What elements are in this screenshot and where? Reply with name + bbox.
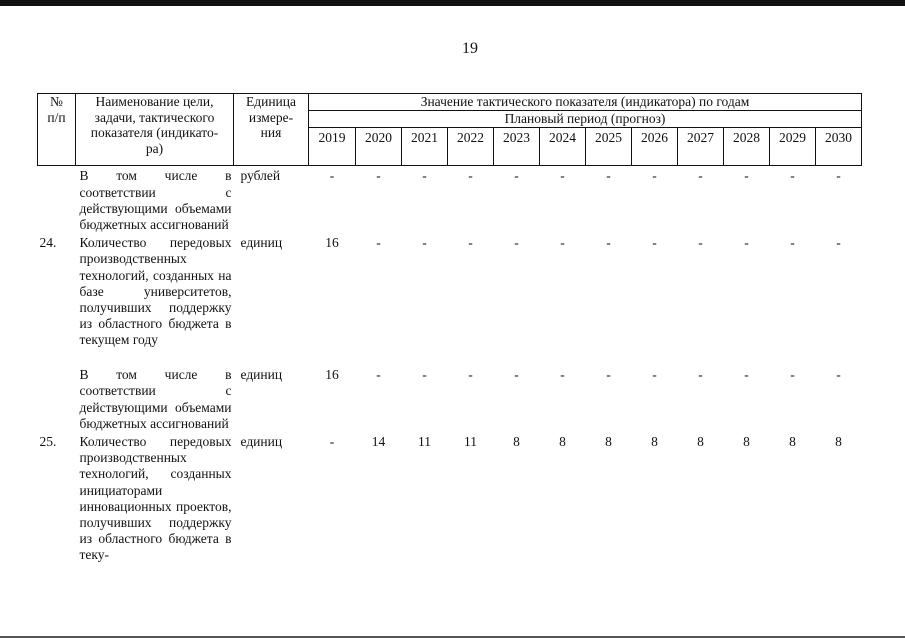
year-value: 8: [743, 434, 750, 450]
header-num-line: п/п: [47, 109, 66, 125]
header-values-title: Значение тактического показателя (индикатора) по годам: [309, 94, 862, 111]
year-value: -: [606, 367, 611, 383]
bottom-border: [0, 636, 905, 638]
year-value: 8: [697, 434, 704, 450]
table-row: [38, 365, 862, 432]
year-value: -: [376, 235, 381, 251]
year-value: -: [329, 434, 335, 450]
header-name-line: ра): [145, 140, 164, 156]
header-name-line: задачи, тактического: [94, 109, 215, 125]
top-border: [0, 0, 905, 6]
row-number: [38, 166, 76, 233]
year-value: -: [698, 235, 703, 251]
header-unit-line: ния: [260, 125, 282, 140]
year-value: 8: [835, 434, 842, 450]
unit-of-measure: единиц: [240, 367, 283, 383]
year-value: -: [652, 168, 657, 184]
year-value: -: [560, 235, 565, 251]
unit-of-measure: единиц: [240, 434, 283, 450]
row-number: 25.: [39, 434, 57, 450]
header-row-1: [38, 94, 862, 111]
row-number: 24.: [39, 235, 57, 251]
year-value: -: [836, 168, 841, 184]
year-value: -: [514, 168, 519, 184]
header-year: 2026: [632, 128, 678, 166]
indicator-table: [37, 93, 862, 564]
table-body: [38, 166, 862, 564]
year-value: 8: [513, 434, 520, 450]
year-value: -: [468, 235, 473, 251]
year-value: -: [376, 367, 381, 383]
year-value: -: [652, 367, 657, 383]
header-year: 2023: [494, 128, 540, 166]
header-year: 2024: [540, 128, 586, 166]
indicator-name: В том числе в соответствии с действующими объемами бюджетных ассигнований: [79, 367, 232, 431]
year-value: 8: [605, 434, 612, 450]
year-value: -: [836, 367, 841, 383]
header-num: [38, 94, 76, 166]
year-value: -: [468, 367, 473, 383]
header-year: 2022: [448, 128, 494, 166]
year-value: -: [698, 168, 703, 184]
year-value: -: [560, 367, 565, 383]
header-unit: [234, 94, 309, 166]
year-value: -: [744, 168, 749, 184]
indicator-name: В том числе в соответствии с действующими объемами бюджетных ассигнований: [79, 168, 232, 233]
header-year: 2020: [356, 128, 402, 166]
year-value: -: [790, 367, 795, 383]
year-value: -: [836, 235, 841, 251]
header-year: 2021: [402, 128, 448, 166]
year-value: -: [698, 367, 703, 383]
year-value: -: [790, 235, 795, 251]
table-row: [38, 166, 862, 233]
row-number: [38, 365, 76, 432]
year-value: -: [560, 168, 565, 184]
page-number: 19: [462, 40, 478, 57]
unit-of-measure: единиц: [240, 235, 283, 251]
year-value: 11: [464, 434, 477, 450]
header-year: 2028: [724, 128, 770, 166]
table-row: [38, 233, 862, 365]
year-value: -: [422, 235, 427, 251]
year-value: -: [744, 235, 749, 251]
header-name: [76, 94, 234, 166]
year-value: -: [606, 168, 611, 184]
year-value: -: [606, 235, 611, 251]
year-value: 16: [325, 367, 339, 383]
header-year: 2030: [816, 128, 862, 166]
header-year: 2027: [678, 128, 724, 166]
year-value: -: [514, 367, 519, 383]
year-value: 14: [371, 434, 386, 450]
indicator-name: Количество передовых производственных технологий, созданных на базе университетов, получивших поддержку из областного бюджета в текущем году: [79, 235, 232, 348]
year-value: -: [376, 168, 381, 184]
year-value: -: [652, 235, 657, 251]
year-value: -: [468, 168, 473, 184]
header-name-line: Наименование цели,: [95, 94, 214, 109]
year-value: 8: [559, 434, 566, 450]
header-year: 2029: [770, 128, 816, 166]
header-year: 2019: [309, 128, 356, 166]
header-unit-line: измере-: [248, 109, 294, 125]
year-value: 8: [651, 434, 658, 450]
year-value: 16: [325, 235, 339, 251]
header-period-title: Плановый период (прогноз): [309, 111, 862, 128]
unit-of-measure: рублей: [240, 168, 281, 184]
header-num-line: №: [50, 94, 63, 109]
header-unit-line: Единица: [245, 94, 296, 109]
year-value: -: [790, 168, 795, 184]
header-name-line: показателя (индикато-: [90, 125, 219, 140]
year-value: -: [329, 168, 335, 184]
year-value: -: [422, 168, 427, 184]
year-value: -: [514, 235, 519, 251]
year-value: -: [422, 367, 427, 383]
year-value: 11: [418, 434, 431, 450]
header-year: 2025: [586, 128, 632, 166]
table-row: [38, 432, 862, 564]
indicator-name: Количество передовых производственных технологий, созданных инициаторами инновационных проектов, получивших поддержку из областного бюджета в теку-: [79, 434, 232, 563]
year-value: 8: [789, 434, 796, 450]
year-value: -: [744, 367, 749, 383]
